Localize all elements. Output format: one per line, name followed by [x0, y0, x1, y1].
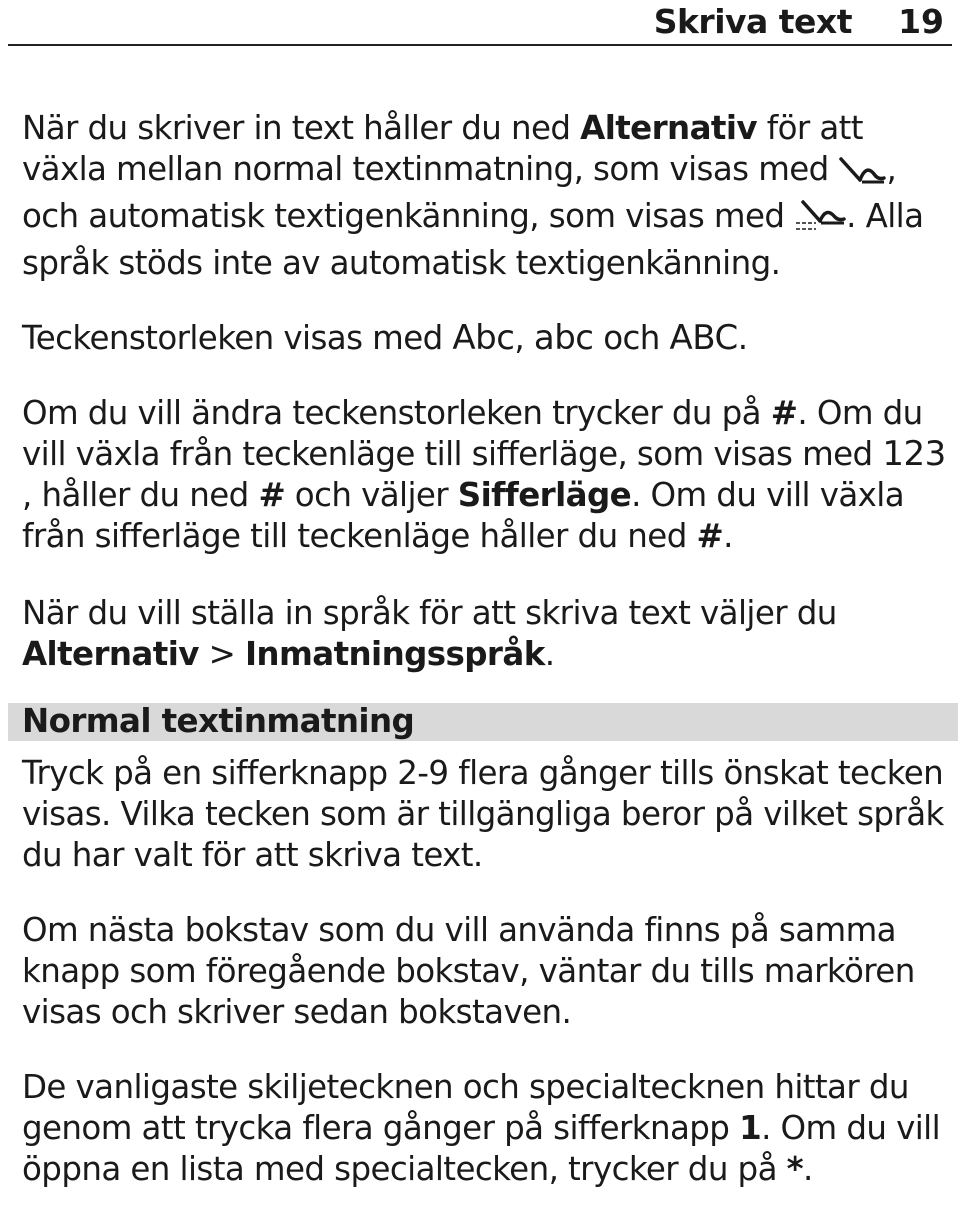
page-number: 19	[898, 2, 944, 41]
section-title: Normal textinmatning	[22, 702, 415, 740]
paragraph-number-mode: Om du vill ändra teckenstorleken trycker du på #. Om du vill växla från teckenläge till sifferläge, som visas med 123, håller du ned # och väljer Sifferläge. Om du vill växla från sifferläge till teckenläge håller du ned #.	[22, 394, 946, 555]
section-heading-bar	[8, 703, 958, 741]
term-alternativ: Alternativ	[22, 635, 199, 673]
pen-predictive-icon	[794, 199, 846, 243]
term-inmatningssprak: Inmatningsspråk	[244, 635, 545, 673]
key-star: *	[786, 1150, 804, 1188]
pen-icon	[838, 155, 886, 196]
page-header	[8, 0, 952, 46]
case-indicator-abc-title: Abc	[452, 318, 515, 358]
case-indicator-abc-upper: ABC	[669, 318, 738, 358]
paragraph-special-chars: De vanligaste skiljetecknen och specialtecknen hittar du genom att trycka flera gånger på sifferknapp 1. Om du vill öppna en lista med specialtecken, trycker du på *.	[22, 1068, 941, 1188]
case-indicator-abc-lower: abc	[533, 318, 594, 358]
paragraph-number-keys: Tryck på en sifferknapp 2-9 flera gånger tills önskat tecken visas. Vilka tecken som är tillgängliga beror på vilket språk du har valt för att skriva text.	[22, 754, 944, 874]
paragraph-same-key: Om nästa bokstav som du vill använda finns på samma knapp som föregående bokstav, väntar du tills markören visas och skriver sedan bokstaven.	[22, 911, 915, 1031]
paragraph-input-modes: När du skriver in text håller du ned Alternativ för att växla mellan normal textinmatning, som visas med , och automatisk textigenkänning, som visas med . Alla språk stöds inte av automatisk textigenkänning.	[22, 109, 924, 282]
term-sifferlage: Sifferläge	[457, 476, 632, 514]
paragraph-input-language: När du vill ställa in språk för att skriva text väljer du Alternativ > Inmatningsspråk.	[22, 594, 837, 673]
page-content	[22, 108, 947, 1224]
key-1: 1	[739, 1109, 762, 1147]
key-hash: #	[770, 394, 798, 432]
key-hash: #	[696, 517, 724, 555]
number-mode-indicator: 123	[882, 434, 946, 474]
header-title: Skriva text	[653, 2, 852, 41]
paragraph-case-indicators: Teckenstorleken visas med Abc, abc och ABC.	[22, 318, 748, 358]
key-hash: #	[258, 476, 286, 514]
term-alternativ: Alternativ	[580, 109, 757, 147]
